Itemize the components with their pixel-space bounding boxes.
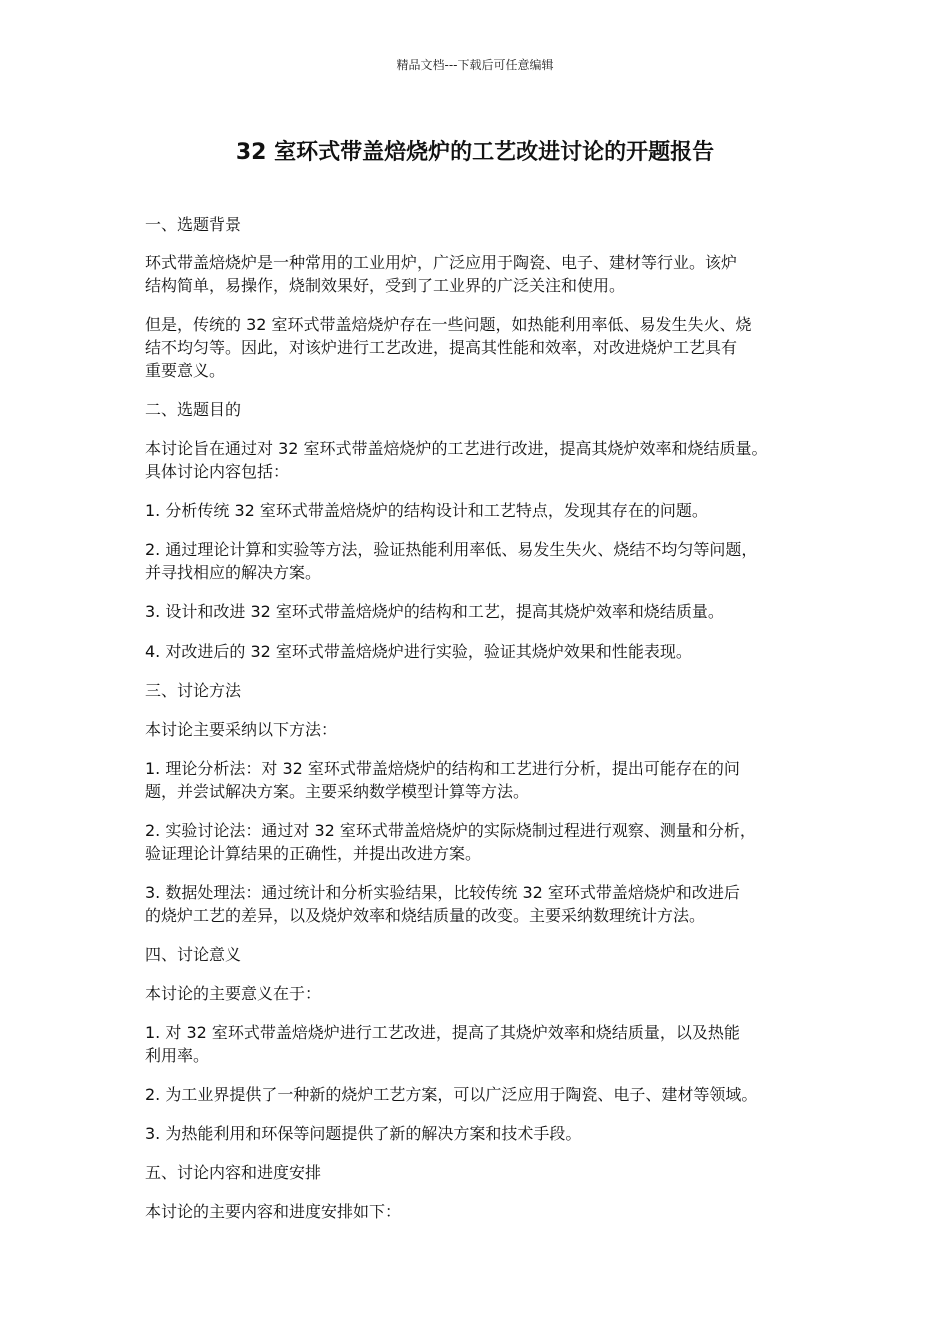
paragraph-line: 具体讨论内容包括： (145, 462, 290, 481)
paragraph-line: 1. 理论分析法：对 32 室环式带盖焙烧炉的结构和工艺进行分析，提出可能存在的问 (145, 759, 740, 778)
paragraph-line: 2. 为工业界提供了一种新的烧炉工艺方案，可以广泛应用于陶瓷、电子、建材等领域。 (145, 1085, 758, 1104)
paragraph (145, 718, 820, 741)
section-heading (145, 213, 820, 236)
paragraph-line: 利用率。 (145, 1046, 210, 1065)
paragraph (145, 1083, 820, 1106)
paragraph-line: 一、选题背景 (145, 215, 242, 234)
section-heading (145, 398, 820, 421)
paragraph-line: 重要意义。 (145, 361, 226, 380)
paragraph-line: 并寻找相应的解决方案。 (145, 563, 322, 582)
paragraph-line: 本讨论主要采纳以下方法： (145, 720, 338, 739)
paragraph (145, 881, 820, 927)
paragraph (145, 819, 820, 865)
paragraph (145, 1122, 820, 1145)
paragraph-line: 1. 对 32 室环式带盖焙烧炉进行工艺改进，提高了其烧炉效率和烧结质量，以及热能 (145, 1023, 740, 1042)
paragraph-line: 结不均匀等。因此，对该炉进行工艺改进，提高其性能和效率，对改进烧炉工艺具有 (145, 338, 738, 357)
paragraph (145, 499, 820, 522)
paragraph-line: 3. 为热能利用和环保等问题提供了新的解决方案和技术手段。 (145, 1124, 582, 1143)
paragraph (145, 437, 820, 483)
paragraph (145, 757, 820, 803)
paragraph-line: 题，并尝试解决方案。主要采纳数学模型计算等方法。 (145, 782, 530, 801)
paragraph (145, 313, 820, 382)
section-heading (145, 943, 820, 966)
section-heading (145, 679, 820, 702)
paragraph-line: 三、讨论方法 (145, 681, 242, 700)
document-title: 32 室环式带盖焙烧炉的工艺改进讨论的开题报告 (235, 140, 715, 165)
header-note: 精品文档---下载后可任意编辑 (396, 58, 554, 72)
paragraph-line: 本讨论旨在通过对 32 室环式带盖焙烧炉的工艺进行改进，提高其烧炉效率和烧结质量。 (145, 439, 768, 458)
paragraph-line: 3. 设计和改进 32 室环式带盖焙烧炉的结构和工艺，提高其烧炉效率和烧结质量。 (145, 602, 724, 621)
paragraph (145, 538, 820, 584)
paragraph-line: 4. 对改进后的 32 室环式带盖焙烧炉进行实验，验证其烧炉效果和性能表现。 (145, 642, 692, 661)
paragraph-line: 四、讨论意义 (145, 945, 242, 964)
paragraph-line: 结构简单，易操作，烧制效果好，受到了工业界的广泛关注和使用。 (145, 276, 626, 295)
paragraph (145, 600, 820, 623)
paragraph (145, 251, 820, 297)
paragraph-line: 3. 数据处理法：通过统计和分析实验结果，比较传统 32 室环式带盖焙烧炉和改进后 (145, 883, 740, 902)
paragraph-line: 验证理论计算结果的正确性，并提出改进方案。 (145, 844, 482, 863)
paragraph-line: 二、选题目的 (145, 400, 242, 419)
paragraph-line: 2. 实验讨论法：通过对 32 室环式带盖焙烧炉的实际烧制过程进行观察、测量和分析， (145, 821, 756, 840)
paragraph (145, 1200, 820, 1223)
paragraph-line: 但是，传统的 32 室环式带盖焙烧炉存在一些问题，如热能利用率低、易发生失火、烧 (145, 315, 752, 334)
paragraph-line: 本讨论的主要内容和进度安排如下： (145, 1202, 402, 1221)
paragraph-line: 环式带盖焙烧炉是一种常用的工业用炉，广泛应用于陶瓷、电子、建材等行业。该炉 (145, 253, 738, 272)
paragraph-line: 2. 通过理论计算和实验等方法，验证热能利用率低、易发生失火、烧结不均匀等问题， (145, 540, 758, 559)
section-heading (145, 1161, 820, 1184)
paragraph-line: 1. 分析传统 32 室环式带盖焙烧炉的结构设计和工艺特点，发现其存在的问题。 (145, 501, 708, 520)
paragraph-line: 五、讨论内容和进度安排 (145, 1163, 322, 1182)
paragraph-line: 本讨论的主要意义在于： (145, 984, 322, 1003)
paragraph-line: 的烧炉工艺的差异，以及烧炉效率和烧结质量的改变。主要采纳数理统计方法。 (145, 906, 706, 925)
paragraph (145, 982, 820, 1005)
paragraph (145, 1021, 820, 1067)
paragraph (145, 640, 820, 663)
